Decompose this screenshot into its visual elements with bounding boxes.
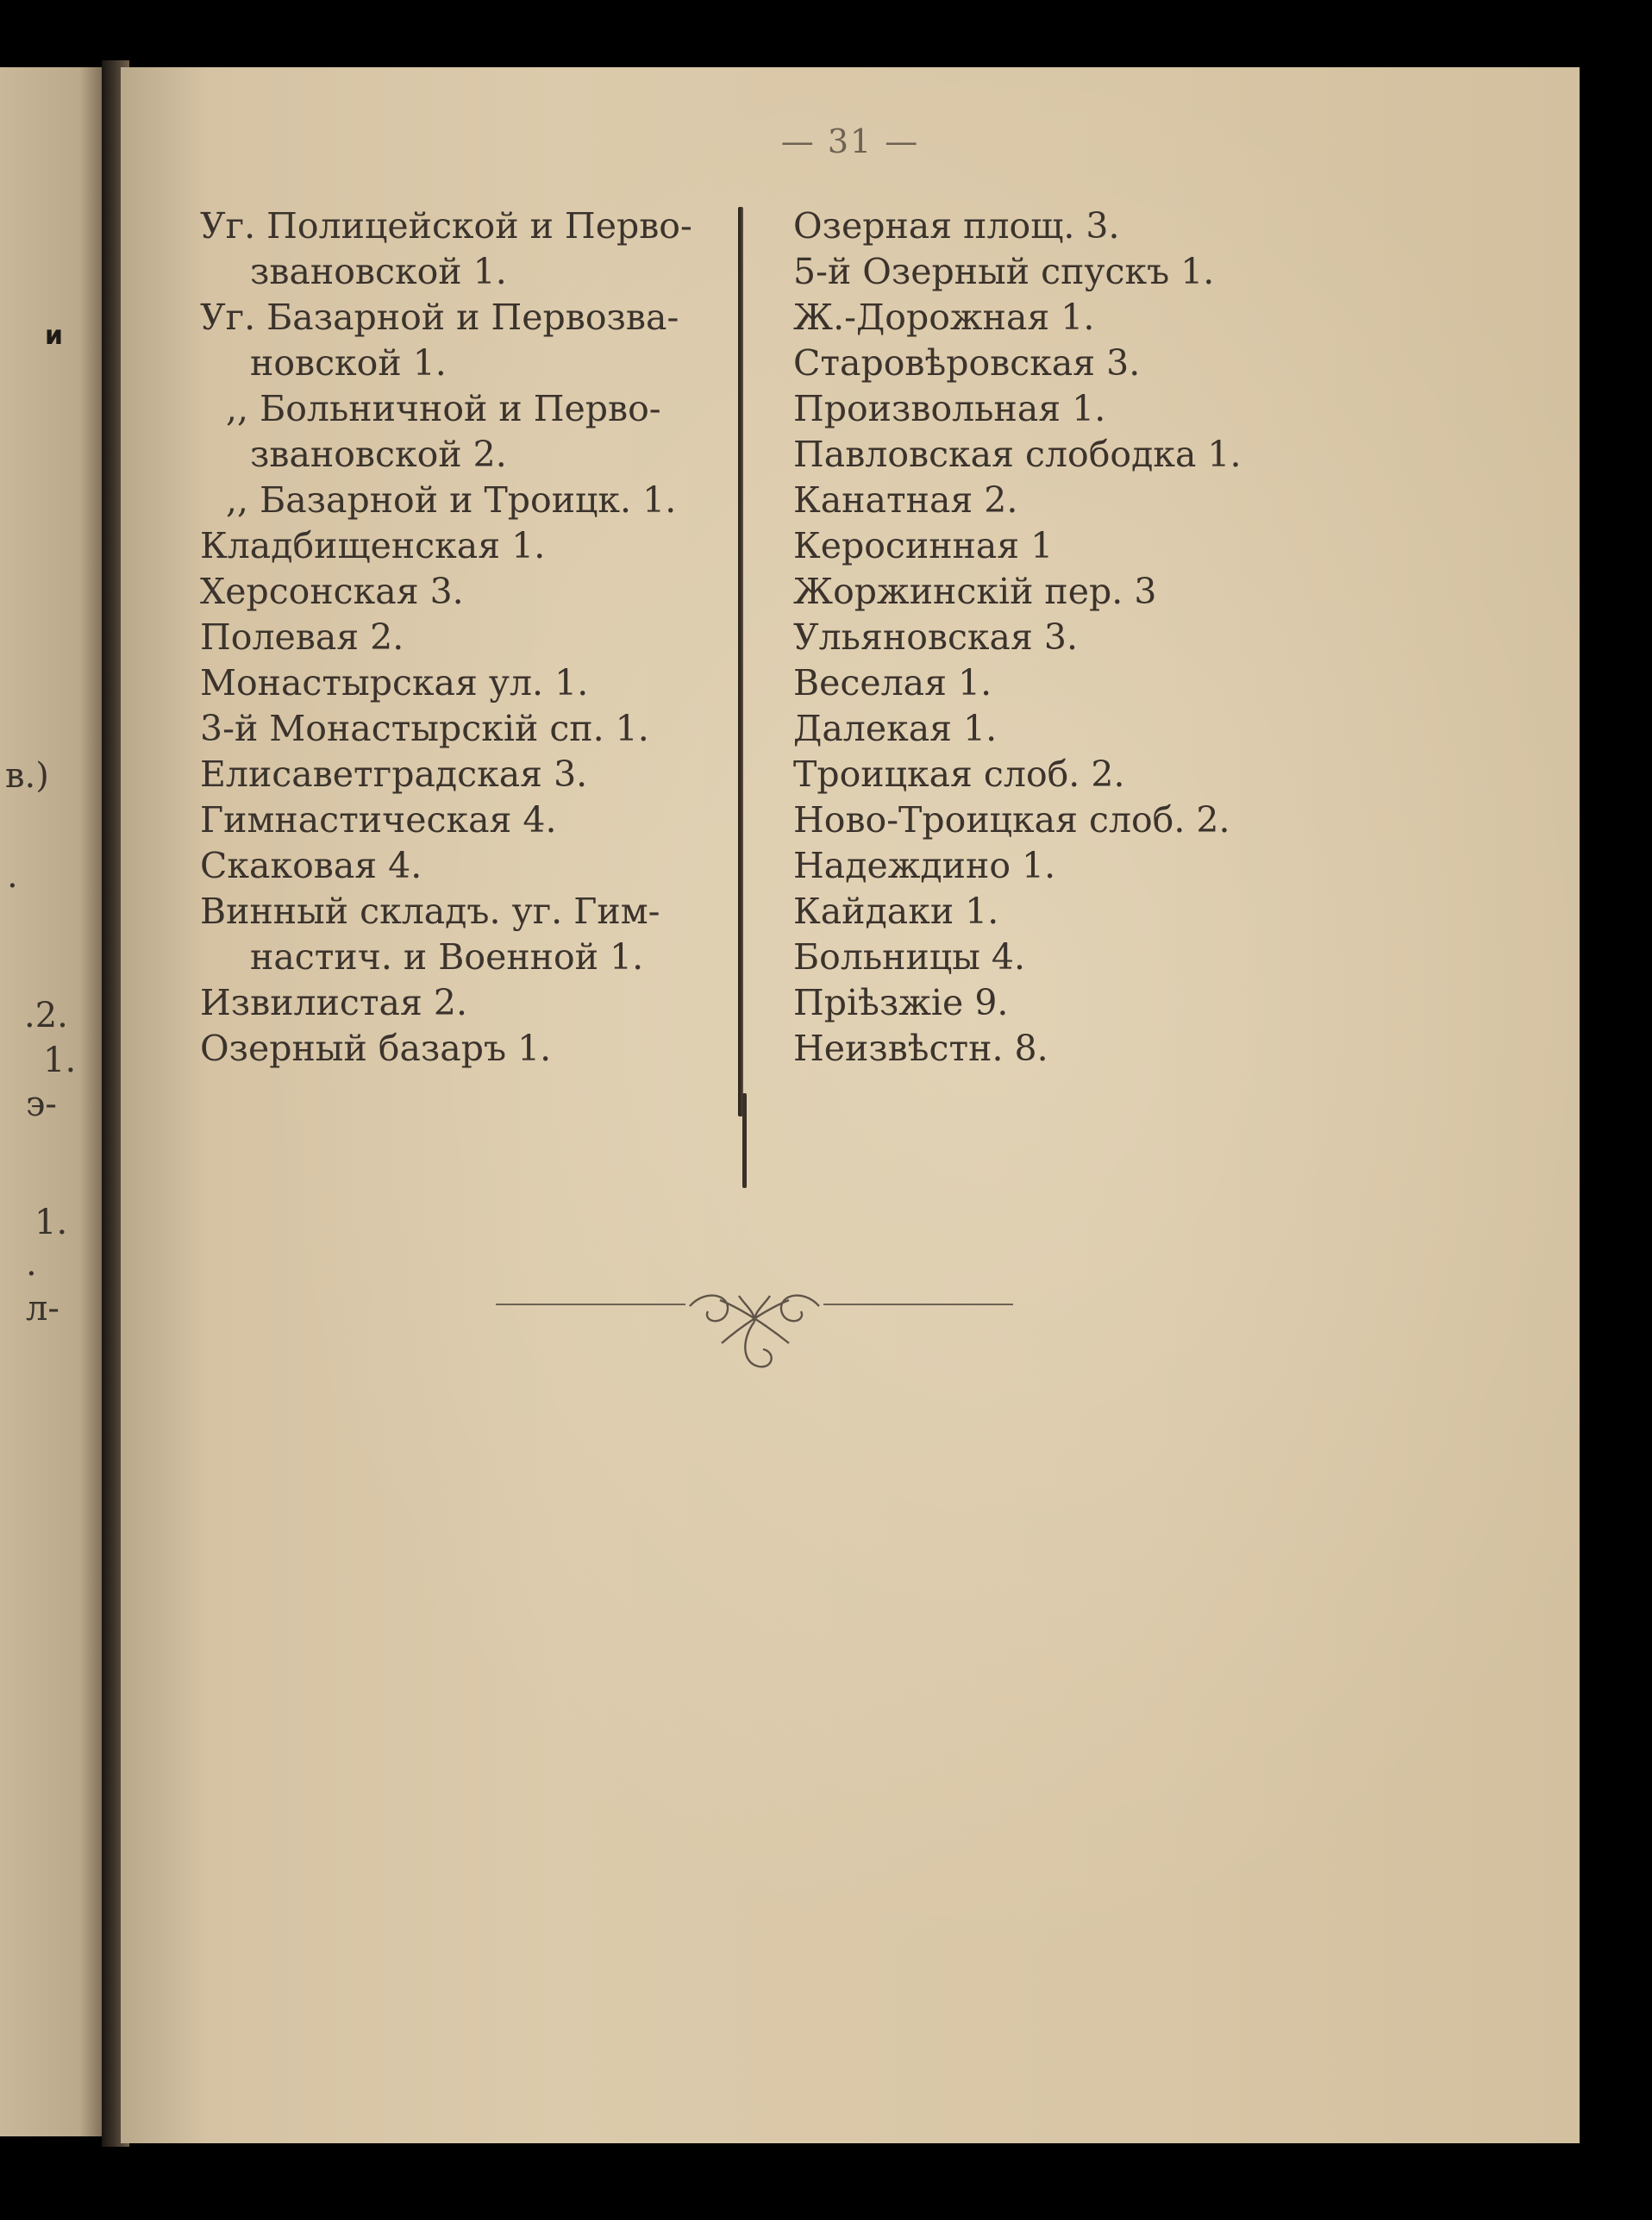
right-column [793,203,1449,1072]
prev-page-fragment: . [26,1244,37,1284]
street-entry: Троицкая слоб. 2. [793,754,1125,795]
street-entry: Канатная 2. [793,479,1018,521]
street-entry: новской 1. [250,342,447,384]
street-entry: ,, Базарной и Троицк. 1. [226,479,677,521]
prev-page-fragment: в.) [5,756,49,796]
street-entry: настич. и Военной 1. [250,936,644,978]
street-entry: звановской 1. [250,251,507,292]
street-entry: Надеждино 1. [793,845,1056,886]
street-entry: Гимнастическая 4. [200,799,557,841]
flourish-divider-icon [496,1261,1013,1382]
street-entry: Кладбищенская 1. [200,525,546,566]
street-entry: Извилистая 2. [200,982,468,1023]
street-entry: Скаковая 4. [200,845,422,886]
street-entry: Пріѣзжіе 9. [793,982,1009,1023]
previous-page-edge [0,67,114,2136]
street-entry: Неизвѣстн. 8. [793,1028,1048,1069]
street-entry: Монастырская ул. 1. [200,662,589,704]
street-entry: Старовѣровская 3. [793,342,1141,384]
prev-page-fragment: и [45,321,64,351]
street-entry: Больницы 4. [793,936,1025,978]
street-entry: Керосинная 1 [793,525,1054,566]
prev-page-fragment: э- [26,1085,57,1124]
column-divider-rule [738,207,743,1116]
prev-page-fragment: .2. [24,996,68,1035]
street-entry: Жоржинскій пер. 3 [793,571,1157,612]
street-entry: Полевая 2. [200,616,404,658]
street-entry: Ново-Троицкая слоб. 2. [793,799,1230,841]
street-entry: Веселая 1. [793,662,992,704]
street-entry: Уг. Полицейской и Перво- [200,205,692,247]
street-entry: Ж.-Дорожная 1. [793,297,1095,338]
prev-page-fragment: 1. [34,1203,68,1242]
street-entry: Елисаветградская 3. [200,754,588,795]
street-entry: Павловская слободка 1. [793,434,1242,475]
street-entry: Далекая 1. [793,708,998,749]
street-entry: Кайдаки 1. [793,891,999,932]
street-entry: Озерная площ. 3. [793,205,1120,247]
street-entry: ,, Больничной и Перво- [226,388,661,429]
street-entry: 3-й Монастырскій сп. 1. [200,708,649,749]
street-entry: Уг. Базарной и Первозва- [200,297,679,338]
street-entry: Херсонская 3. [200,571,464,612]
prev-page-fragment: 1. [43,1041,77,1080]
street-entry: Винный складъ. уг. Гим- [200,891,660,932]
page-number: — 31 — [780,122,920,160]
prev-page-fragment: . [7,856,18,896]
street-entry: Ульяновская 3. [793,616,1079,658]
street-entry: 5-й Озерный спускъ 1. [793,251,1215,292]
prev-page-fragment: л- [26,1289,59,1329]
street-entry: звановской 2. [250,434,507,475]
street-entry: Озерный базаръ 1. [200,1028,552,1069]
column-divider-rule [742,1093,747,1188]
book-page [121,67,1580,2143]
street-entry: Произвольная 1. [793,388,1106,429]
